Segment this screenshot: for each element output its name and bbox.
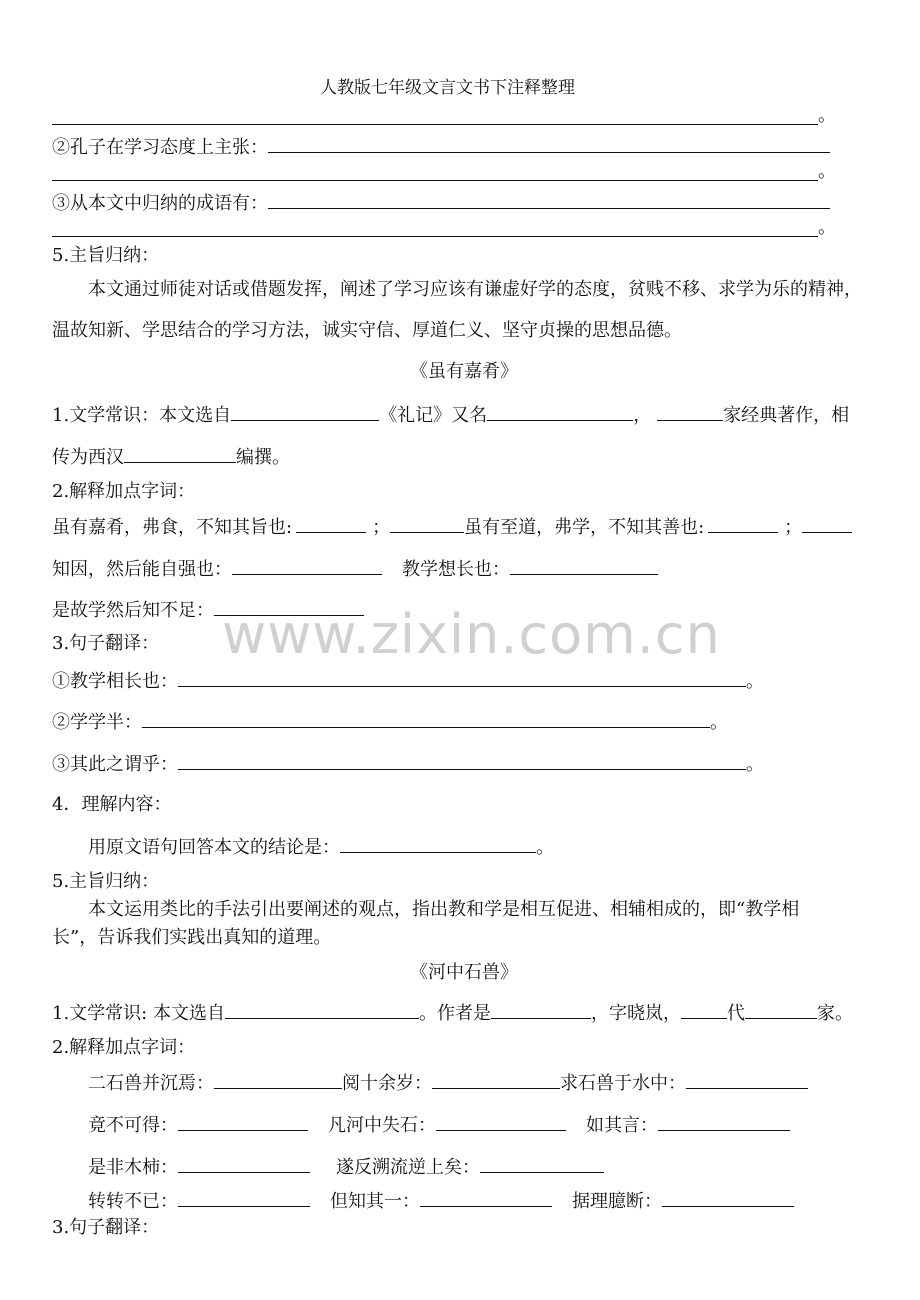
answer-blank[interactable] [178, 668, 746, 687]
literary-question-cont [52, 444, 290, 470]
vocab-prompt: 转转不已： [88, 1191, 178, 1212]
section-title: 《河中石兽》 [410, 962, 518, 983]
period: 。 [746, 754, 764, 775]
theme-text-line1: 本文通过师徒对话或借题发挥，阐述了学习应该有谦虚好学的态度，贫贱不移、求学为乐的精神， [88, 279, 862, 300]
comprehension-heading: 4．理解内容： [52, 794, 172, 815]
vocab-prompt: 教学想长也： [402, 559, 510, 580]
translation-row [52, 751, 764, 777]
question-text: 1.文学常识：本文选自 [52, 405, 232, 426]
question-text: 家。 [816, 1003, 853, 1024]
vocab-row [88, 1154, 604, 1180]
vocab-prompt: 是故学然后知不足： [52, 600, 214, 621]
vocab-heading: 2.解释加点字词： [52, 481, 196, 502]
vocab-prompt: 求石兽于水中： [560, 1073, 686, 1094]
question-text: ，字晓岚， [590, 1003, 681, 1024]
translation-row [52, 709, 728, 735]
period: 。 [818, 161, 836, 182]
page-header: 人教版七年级文言文书下注释整理 [320, 78, 575, 98]
theme-text-line2: 温故知新、学思结合的学习方法，诚实守信、厚道仁义、坚守贞操的思想品德。 [52, 320, 682, 341]
answer-line [52, 180, 818, 181]
theme-heading: 5.主旨归纳： [52, 245, 160, 266]
answer-blank[interactable] [296, 514, 366, 533]
comprehension-prompt: 用原文语句回答本文的结论是： [88, 837, 340, 858]
vocab-prompt: 虽有嘉肴，弗食，不知其旨也: [52, 517, 293, 538]
answer-blank[interactable] [178, 751, 746, 770]
translation-row [52, 668, 764, 694]
answer-blank[interactable] [487, 402, 633, 421]
answer-blank[interactable] [178, 1154, 310, 1173]
answer-blank[interactable] [225, 1000, 419, 1019]
vocab-row [88, 1188, 794, 1214]
answer-blank[interactable] [681, 1000, 727, 1019]
question-text: 。作者是 [418, 1003, 491, 1024]
translation-prompt: ①教学相长也： [52, 671, 178, 692]
vocab-prompt: 如其言： [586, 1115, 658, 1136]
period: 。 [818, 217, 836, 238]
answer-blank[interactable] [432, 1070, 560, 1089]
answer-blank[interactable] [268, 190, 830, 209]
period: 。 [746, 671, 764, 692]
answer-blank[interactable] [802, 514, 852, 533]
answer-blank[interactable] [420, 1188, 552, 1207]
question-label: ②孔子在学习态度上主张： [52, 137, 268, 158]
translation-prompt: ③其此之谓乎： [52, 754, 178, 775]
answer-blank[interactable] [658, 1112, 790, 1131]
answer-blank[interactable] [745, 1000, 817, 1019]
translation-heading: 3.句子翻译： [52, 1217, 160, 1238]
answer-blank[interactable] [436, 1112, 566, 1131]
answer-blank[interactable] [124, 444, 236, 463]
answer-blank[interactable] [231, 402, 379, 421]
question-2 [52, 134, 830, 160]
vocab-prompt: 但知其一： [330, 1191, 420, 1212]
vocab-prompt: 据理臆断： [572, 1191, 662, 1212]
vocab-row [52, 556, 658, 582]
answer-blank[interactable] [662, 1188, 794, 1207]
period: 。 [818, 105, 836, 126]
period: 。 [536, 837, 554, 858]
answer-blank[interactable] [232, 556, 382, 575]
theme-text-line1: 本文运用类比的手法引出要阐述的观点，指出教和学是相互促进、相辅相成的，即“教学相 [88, 899, 800, 920]
theme-heading: 5.主旨归纳： [52, 871, 160, 892]
semicolon: ； [372, 517, 391, 538]
question-text: ， [633, 405, 652, 426]
answer-blank[interactable] [657, 402, 723, 421]
answer-line [52, 236, 818, 237]
vocab-prompt: 遂反溯流逆上矣： [336, 1157, 480, 1178]
watermark: www.zixin.com.cn [222, 603, 721, 666]
vocab-prompt: 凡河中失石： [328, 1115, 436, 1136]
answer-blank[interactable] [686, 1070, 808, 1089]
translation-heading: 3.句子翻译： [52, 633, 160, 654]
vocab-heading: 2.解释加点字词： [52, 1037, 196, 1058]
answer-line [52, 124, 818, 125]
vocab-row [52, 514, 852, 540]
answer-blank[interactable] [390, 514, 464, 533]
answer-blank[interactable] [708, 514, 778, 533]
period: 。 [710, 712, 728, 733]
answer-blank[interactable] [510, 556, 658, 575]
question-text: 家经典著作，相 [723, 405, 850, 426]
question-text: 1.文学常识: 本文选自 [52, 1003, 225, 1024]
vocab-prompt: 阅十余岁： [342, 1073, 432, 1094]
answer-blank[interactable] [178, 1188, 310, 1207]
vocab-prompt: 知因，然后能自强也： [52, 559, 232, 580]
answer-blank[interactable] [480, 1154, 604, 1173]
semicolon: ； [784, 517, 803, 538]
vocab-row [88, 1070, 808, 1096]
vocab-row [88, 1112, 790, 1138]
vocab-prompt: 竟不可得： [88, 1115, 178, 1136]
question-text: 编撰。 [236, 447, 290, 468]
answer-blank[interactable] [268, 134, 830, 153]
question-label: ③从本文中归纳的成语有： [52, 193, 268, 214]
question-3 [52, 190, 830, 216]
answer-blank[interactable] [340, 834, 536, 853]
theme-text-line2: 长”，告诉我们实践出真知的道理。 [52, 927, 332, 948]
answer-blank[interactable] [142, 709, 710, 728]
comprehension-row [88, 834, 554, 860]
answer-blank[interactable] [178, 1112, 308, 1131]
question-text: 传为西汉 [52, 447, 124, 468]
question-text: 《礼记》又名 [379, 405, 488, 426]
vocab-prompt: 是非木柿： [88, 1157, 178, 1178]
literary-question [52, 402, 849, 428]
vocab-prompt: 虽有至道，弗学，不知其善也: [464, 517, 705, 538]
literary-question [52, 1000, 853, 1026]
question-text: 代 [726, 1003, 745, 1024]
answer-blank[interactable] [491, 1000, 591, 1019]
vocab-prompt: 二石兽并沉焉： [88, 1073, 214, 1094]
translation-prompt: ②学学半： [52, 712, 142, 733]
answer-blank[interactable] [214, 1070, 342, 1089]
section-title: 《虽有嘉肴》 [410, 361, 518, 382]
